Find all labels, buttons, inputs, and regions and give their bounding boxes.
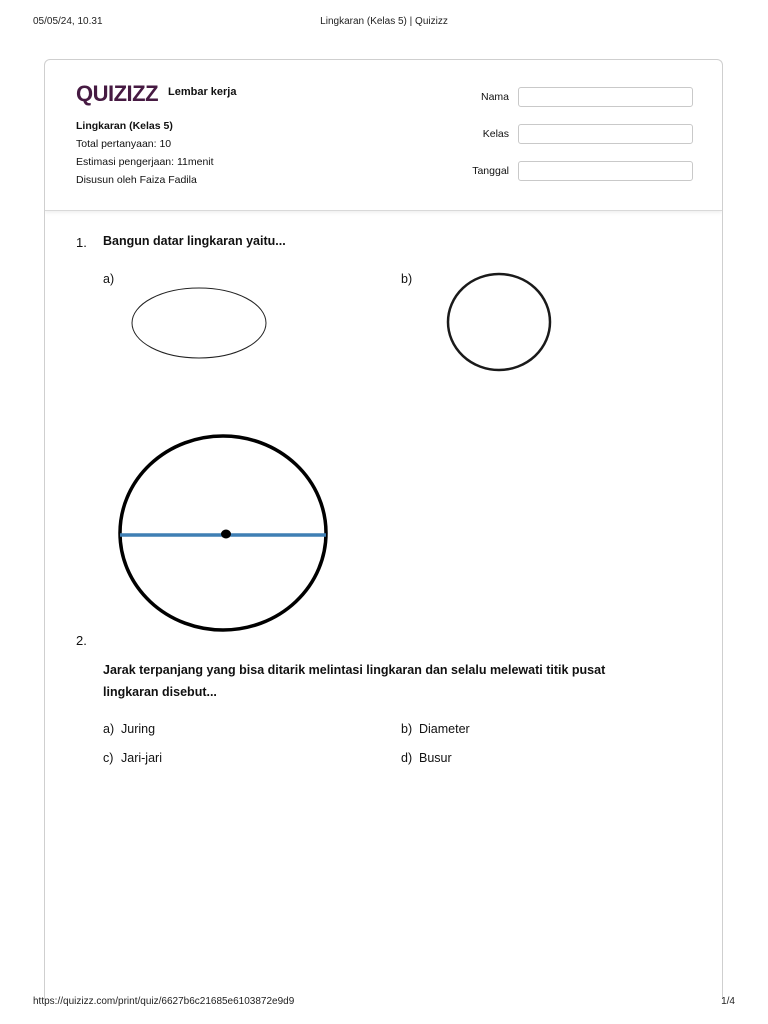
page-number: 1/4 xyxy=(721,996,735,1007)
option-letter: a) xyxy=(103,272,115,286)
print-title: Lingkaran (Kelas 5) | Quizizz xyxy=(320,16,448,27)
circle-diameter-figure xyxy=(117,432,329,634)
option-label: Diameter xyxy=(419,722,470,736)
question-2-option-a xyxy=(103,722,155,736)
author: Disusun oleh Faiza Fadila xyxy=(76,174,197,186)
print-date: 05/05/24, 10.31 xyxy=(33,16,103,27)
total-questions: Total pertanyaan: 10 xyxy=(76,138,172,150)
question-1-option-a xyxy=(103,272,121,286)
option-label: Busur xyxy=(419,751,452,765)
question-2-text-line-1: Jarak terpanjang yang bisa ditarik melintasi lingkaran dan selalu melewati titik pusat xyxy=(103,663,606,677)
option-letter: a) xyxy=(103,722,115,736)
question-2-number: 2. xyxy=(76,633,87,648)
option-letter: d) xyxy=(401,751,413,765)
date-label: Tanggal xyxy=(472,165,509,177)
date-input[interactable] xyxy=(518,161,693,181)
print-header xyxy=(0,16,768,30)
question-2-option-c xyxy=(103,751,162,765)
question-2-text-line-2: lingkaran disebut... xyxy=(103,685,217,699)
class-input[interactable] xyxy=(518,124,693,144)
question-1-number: 1. xyxy=(76,235,87,250)
quizizz-logo-icon xyxy=(76,80,166,106)
quizizz-logo xyxy=(76,80,166,106)
option-letter: b) xyxy=(401,722,413,736)
class-label: Kelas xyxy=(482,128,509,140)
logo-text: QUIZIZZ xyxy=(76,81,159,106)
circle-figure xyxy=(445,270,557,377)
name-input[interactable] xyxy=(518,87,693,107)
name-label: Nama xyxy=(480,91,509,103)
question-2-option-d xyxy=(401,751,452,765)
ellipse-figure xyxy=(129,285,269,361)
question-1-text: Bangun datar lingkaran yaitu... xyxy=(103,234,286,248)
option-label: Juring xyxy=(121,722,156,736)
option-letter: b) xyxy=(401,272,413,286)
sheet-type: Lembar kerja xyxy=(168,86,237,98)
print-url: https://quizizz.com/print/quiz/6627b6c21685e6103872e9d9 xyxy=(33,996,295,1007)
quiz-title: Lingkaran (Kelas 5) xyxy=(76,120,173,132)
question-2-option-b xyxy=(401,722,470,736)
option-letter: c) xyxy=(103,751,114,765)
estimate-time: Estimasi pengerjaan: 11menit xyxy=(76,156,214,168)
worksheet xyxy=(44,59,723,999)
question-1-option-b xyxy=(401,272,419,286)
print-footer xyxy=(0,996,768,1010)
center-point xyxy=(221,530,231,539)
option-label: Jari-jari xyxy=(121,751,162,765)
worksheet-header xyxy=(45,60,722,211)
